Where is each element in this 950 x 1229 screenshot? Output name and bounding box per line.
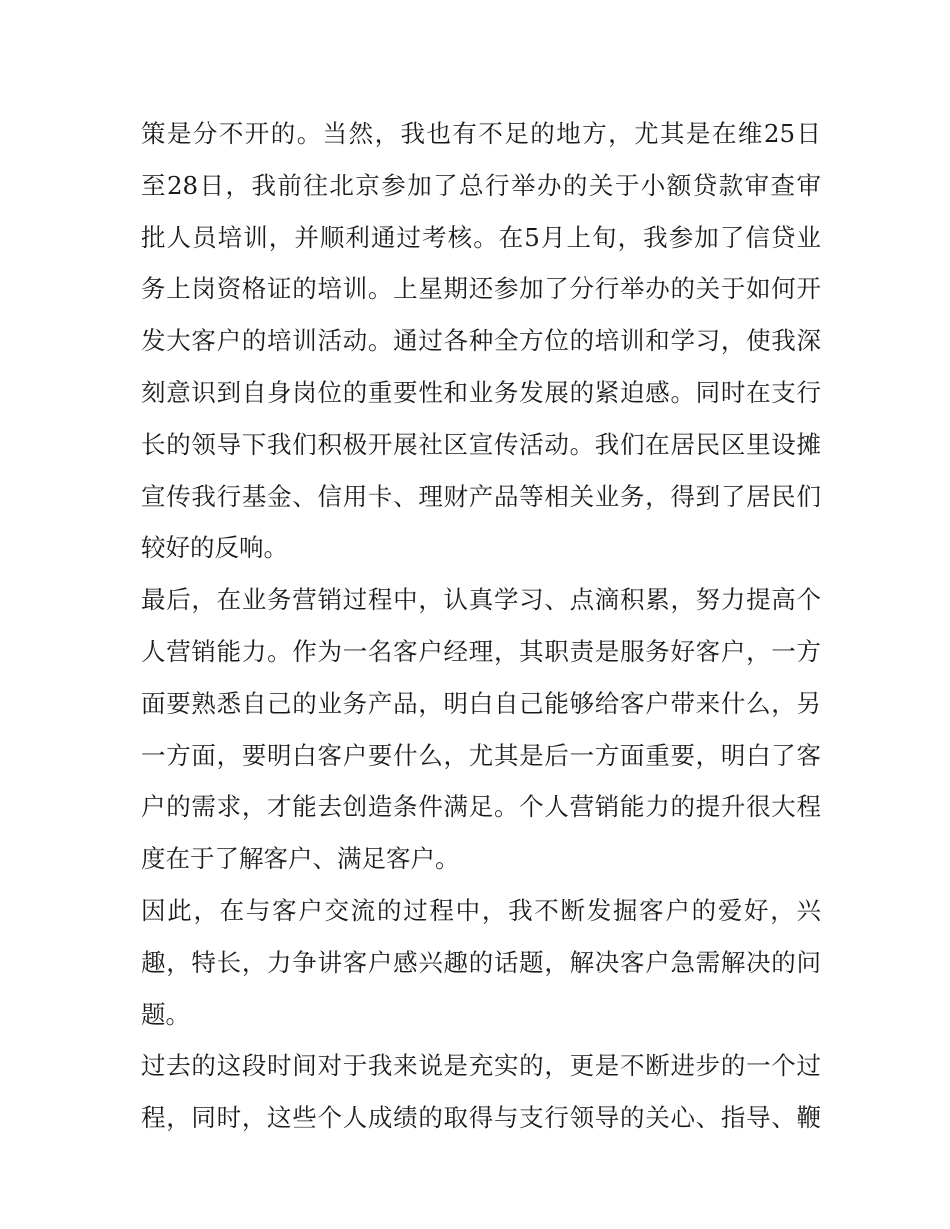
text-line: 刻意识到自身岗位的重要性和业务发展的紧迫感。同时在支行 bbox=[141, 377, 821, 407]
text-line: 长的领导下我们积极开展社区宣传活动。我们在居民区里设摊 bbox=[141, 429, 821, 459]
text-line: 户的需求，才能去创造条件满足。个人营销能力的提升很大程 bbox=[141, 792, 821, 822]
text-line: 趣，特长，力争讲客户感兴趣的话题，解决客户急需解决的问 bbox=[141, 947, 821, 977]
text-line: 程，同时，这些个人成绩的取得与支行领导的关心、指导、鞭 bbox=[141, 1103, 821, 1133]
text-line: 策是分不开的。当然，我也有不足的地方，尤其是在维25日 bbox=[141, 119, 821, 148]
text-line: 务上岗资格证的培训。上星期还参加了分行举办的关于如何开 bbox=[141, 274, 821, 304]
document-body bbox=[141, 108, 821, 1144]
text-line: 面要熟悉自己的业务产品，明白自己能够给客户带来什么，另 bbox=[141, 688, 821, 718]
text-line: 过去的这段时间对于我来说是充实的，更是不断进步的一个过 bbox=[141, 1051, 821, 1081]
text-line: 较好的反响。 bbox=[141, 533, 288, 563]
text-line: 人营销能力。作为一名客户经理，其职责是服务好客户，一方 bbox=[141, 636, 821, 666]
text-line: 因此，在与客户交流的过程中，我不断发掘客户的爱好，兴 bbox=[141, 895, 821, 925]
text-line: 至28日，我前往北京参加了总行举办的关于小额贷款审查审 bbox=[141, 170, 821, 200]
text-line: 最后，在业务营销过程中，认真学习、点滴积累，努力提高个 bbox=[141, 585, 821, 615]
text-line: 宣传我行基金、信用卡、理财产品等相关业务，得到了居民们 bbox=[141, 481, 821, 511]
text-line: 一方面，要明白客户要什么，尤其是后一方面重要，明白了客 bbox=[141, 740, 821, 770]
text-line: 批人员培训，并顺利通过考核。在5月上旬，我参加了信贷业 bbox=[141, 222, 821, 252]
text-line: 题。 bbox=[141, 999, 190, 1029]
text-line: 度在于了解客户、满足客户。 bbox=[141, 844, 460, 874]
text-line: 发大客户的培训活动。通过各种全方位的培训和学习，使我深 bbox=[141, 326, 821, 356]
